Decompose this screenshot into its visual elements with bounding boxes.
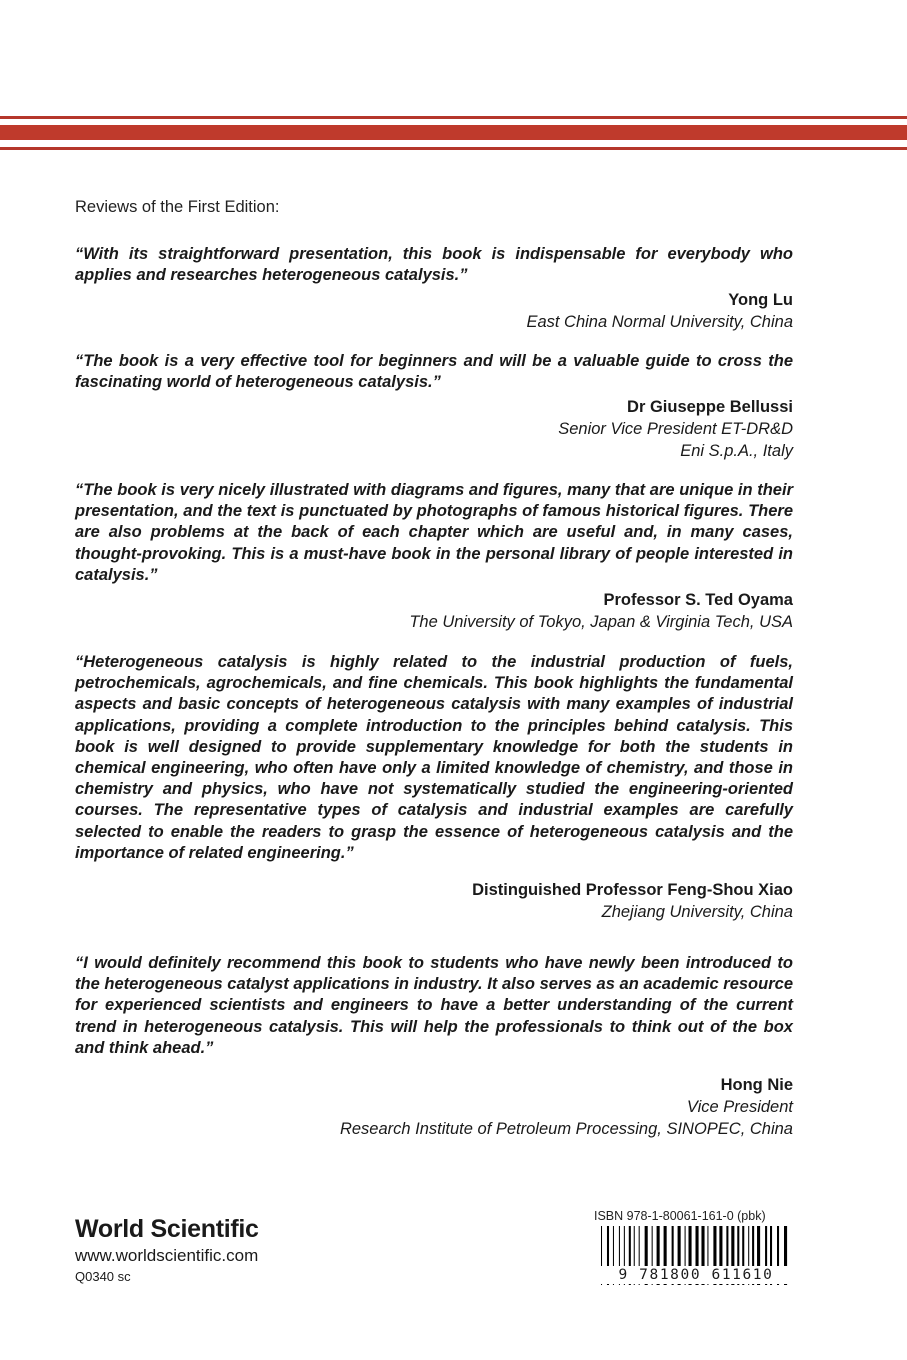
header-band-thin-top xyxy=(0,116,907,119)
reviewer-affiliation: Senior Vice President ET-DR&D xyxy=(558,420,793,439)
review-3 xyxy=(75,480,793,633)
reviews-heading: Reviews of the First Edition: xyxy=(75,198,280,216)
barcode-digits: 9 781800 611610 xyxy=(601,1266,791,1284)
header-band-thin-bottom xyxy=(0,147,907,150)
reviewer-name: Yong Lu xyxy=(728,291,793,310)
review-2 xyxy=(75,351,793,462)
review-quote: “With its straightforward presentation, this book is indispensable for everybody who applies and researches heterogeneous catalysis.” xyxy=(75,245,793,285)
review-1 xyxy=(75,244,793,333)
reviewer-affiliation: Research Institute of Petroleum Processing, SINOPEC, China xyxy=(339,1120,793,1139)
review-5 xyxy=(75,953,793,1140)
publisher-block xyxy=(75,1215,259,1284)
reviewer-name: Dr Giuseppe Bellussi xyxy=(627,398,793,417)
reviewer-name: Distinguished Professor Feng-Shou Xiao xyxy=(472,881,793,900)
product-code: Q0340 sc xyxy=(75,1269,131,1284)
review-quote: “Heterogeneous catalysis is highly related to the industrial production of fuels, petrochemicals, agrochemicals, and fine chemicals. This book highlights the fundamental aspects and basic concepts of heterogeneous catalysis with many examples of industrial applications, providing a complete introduction to the principles behind catalysis. This book is well designed to provide supplementary knowledge for both the students in chemical engineering, who often have only a limited knowledge of chemistry, and those in chemistry and physics, who have not systematically studied the engineering-oriented courses. The representative types of catalysis and industrial examples are carefully selected to enable the readers to grasp the essence of heterogeneous catalysis and the importance of related engineering.” xyxy=(75,653,793,862)
reviewer-affiliation: Eni S.p.A., Italy xyxy=(680,442,793,461)
review-quote: “The book is very nicely illustrated with diagrams and figures, many that are unique in their presentation, and the text is punctuated by photographs of famous historical figures. There are also problems at the back of each chapter which are useful and, in many cases, thought-provoking. This is a must-have book in the personal library of people interested in catalysis.” xyxy=(75,481,793,584)
publisher-name: World Scientific xyxy=(75,1215,259,1243)
review-quote: “I would definitely recommend this book to students who have newly been introduced to the heterogeneous catalyst applications in industry. It also serves as an academic resource for experienced scientists and engineers to have a better understanding of the current trend in heterogeneous catalysis. This will help the professionals to think out of the box and think ahead.” xyxy=(75,954,793,1057)
isbn-label: ISBN 978-1-80061-161-0 (pbk) xyxy=(594,1209,766,1223)
header-band-thick xyxy=(0,125,907,140)
reviewer-affiliation: The University of Tokyo, Japan & Virginia Tech, USA xyxy=(409,613,793,632)
reviewer-name: Hong Nie xyxy=(720,1076,793,1095)
review-quote: “The book is a very effective tool for beginners and will be a valuable guide to cross the fascinating world of heterogeneous catalysis.” xyxy=(75,352,793,392)
reviewer-affiliation: Zhejiang University, China xyxy=(601,903,793,922)
publisher-url[interactable]: www.worldscientific.com xyxy=(75,1246,259,1265)
reviewer-affiliation: East China Normal University, China xyxy=(526,313,793,332)
review-4 xyxy=(75,652,793,923)
reviewer-affiliation: Vice President xyxy=(686,1098,793,1117)
reviewer-name: Professor S. Ted Oyama xyxy=(603,591,793,610)
